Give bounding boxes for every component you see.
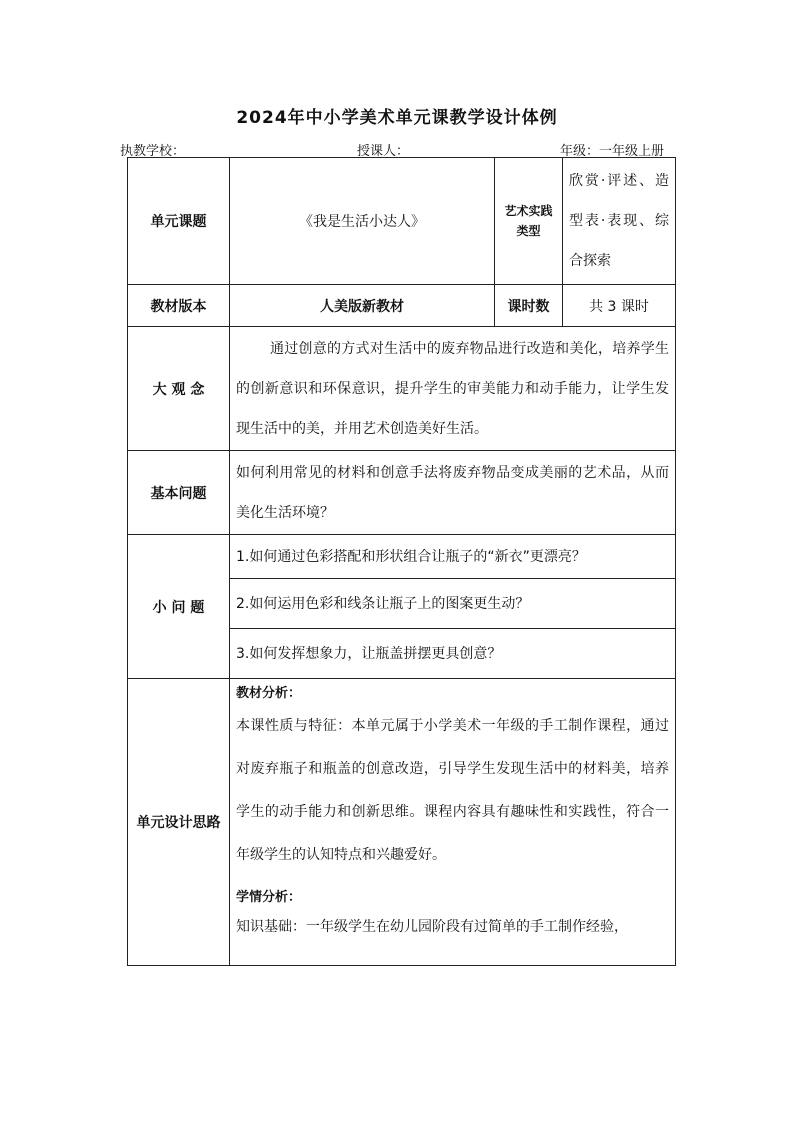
art-practice-type-value: 欣赏·评述、造型表·表现、综合探索 xyxy=(569,173,669,269)
textbook-value: 人美版新教材 xyxy=(230,285,495,327)
basic-question-label: 基本问题 xyxy=(128,451,230,535)
row-big-idea xyxy=(128,327,676,451)
unit-topic-label: 单元课题 xyxy=(128,158,230,285)
sub-question-cell xyxy=(230,535,676,579)
big-idea-value: 通过创意的方式对生活中的废弃物品进行改造和美化，培养学生的创新意识和环保意识，提升学生的审美能力和动手能力，让学生发现生活中的美，并用艺术创造美好生活。 xyxy=(236,340,669,437)
sub-question-cell xyxy=(230,579,676,629)
row-unit-topic xyxy=(128,158,676,285)
textbook-label: 教材版本 xyxy=(128,285,230,327)
big-idea-cell xyxy=(230,327,676,451)
school-label: 执教学校： xyxy=(120,144,186,159)
basic-question-value: 如何利用常见的材料和创意手法将废弃物品变成美丽的艺术品，从而美化生活环境？ xyxy=(236,464,669,521)
sub-question-1: 1.如何通过色彩搭配和形状组合让瓶子的“新衣”更漂亮？ xyxy=(236,548,586,565)
basic-question-cell xyxy=(230,451,676,535)
art-practice-type-cell xyxy=(563,158,676,285)
hours-label: 课时数 xyxy=(495,285,563,327)
page-title: 2024年中小学美术单元课教学设计体例 xyxy=(236,108,558,128)
art-practice-type-label: 艺术实践类型 xyxy=(504,204,553,238)
row-textbook xyxy=(128,285,676,327)
sub-questions-label: 小 问 题 xyxy=(128,535,230,679)
sub-question-2: 2.如何运用色彩和线条让瓶子上的图案更生动？ xyxy=(236,595,530,612)
row-basic-question xyxy=(128,451,676,535)
design-idea-cell xyxy=(230,679,676,966)
design-idea-label: 单元设计思路 xyxy=(128,679,230,966)
sub-question-3: 3.如何发挥想象力，让瓶盖拼摆更具创意？ xyxy=(236,645,502,662)
big-idea-label: 大 观 念 xyxy=(128,327,230,451)
learner-analysis-heading: 学情分析： xyxy=(236,890,302,905)
row-sub-question-1 xyxy=(128,535,676,579)
hours-value: 共 3 课时 xyxy=(563,285,676,327)
sub-question-cell xyxy=(230,629,676,679)
unit-topic-value: 《我是生活小达人》 xyxy=(230,158,495,285)
row-design-idea xyxy=(128,679,676,966)
teacher-label: 授课人： xyxy=(357,144,410,159)
material-analysis-text: 本课性质与特征：本单元属于小学美术一年级的手工制作课程，通过对废弃瓶子和瓶盖的创意改造，引导学生发现生活中的材料美，培养学生的动手能力和创新思维。课程内容具有趣味性和实践性，符合一年级学生的认知特点和兴趣爱好。 xyxy=(236,718,669,863)
art-practice-type-label-cell xyxy=(495,158,563,285)
grade-label: 年级：一年级上册 xyxy=(560,144,665,159)
learner-analysis-text: 知识基础：一年级学生在幼儿园阶段有过简单的手工制作经验， xyxy=(236,919,628,935)
lesson-design-table xyxy=(127,157,676,966)
material-analysis-heading: 教材分析： xyxy=(236,686,302,701)
